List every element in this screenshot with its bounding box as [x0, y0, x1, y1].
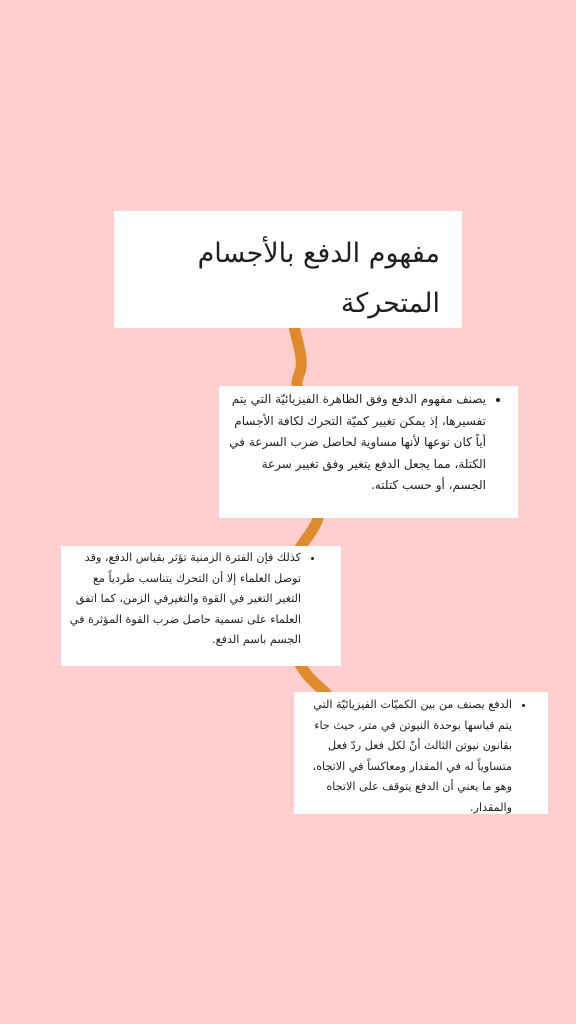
info-card-1 [219, 386, 518, 518]
bullet-item: • الدفع يصنف من بين الكميّات الفيزيائيّة التي يتم قياسها بوحدة النيوتن في متر، حيث جاء بقانون نيوتن الثالث أنّ لكل فعل ردّ فعل متساوياً له في المقدار ومعاكساً في الاتجاه، وهو ما يعني أن الدفع يتوقف على الاتجاه والمقدار. [298, 695, 512, 818]
info-card-3 [294, 692, 548, 814]
info-card-2 [61, 546, 341, 666]
title-card [114, 211, 462, 328]
bullet-list [298, 695, 526, 818]
page-title: مفهوم الدفع بالأجسام المتحركة [197, 238, 440, 319]
bullet-item: • يصنف مفهوم الدفع وفق الظاهرة الفيزيائيّة التي يتم تفسيرها، إذ يمكن تغيير كميّة التحرك لكافة الأجسام أياً كان نوعها لأنها مساوية لحاصل ضرب السرعة في الكتلة، مما يجعل الدفع يتغير وفق تغيير سرعة الجسم، أو حسب كتلته. [227, 389, 486, 497]
bullet-list [67, 548, 315, 651]
bullet-item: • كذلك فإن الفترة الزمنية تؤثر بقياس الدفع، وقد توصل العلماء إلا أن التحرك يتناسب طردياً مع التغير التغير في القوة والتغيرفي الزمن، كما اتفق العلماء على تسمية حاصل ضرب القوة المؤثرة في الجسم باسم الدفع. [67, 548, 301, 651]
bullet-list [227, 389, 500, 497]
